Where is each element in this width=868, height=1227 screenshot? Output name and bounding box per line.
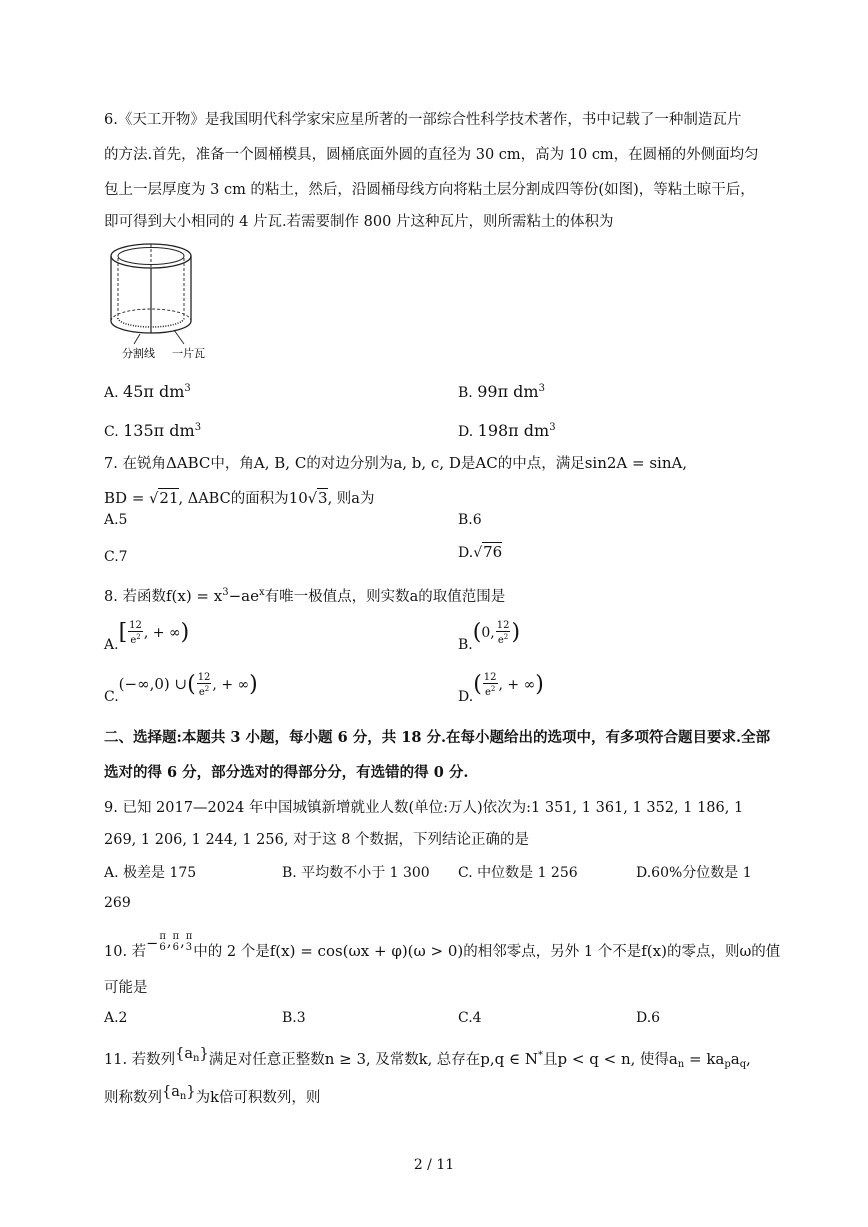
math-sub: p: [724, 1059, 731, 1070]
text: 的中点，满足: [497, 456, 585, 472]
math-zero: 0,: [481, 625, 495, 641]
text: , 则: [327, 491, 352, 507]
q9-option-a[interactable]: A. 极差是 175: [104, 865, 197, 881]
frac-num: π: [185, 931, 193, 942]
q9-option-d[interactable]: D.60%分位数是 1: [636, 865, 752, 881]
q6-option-d[interactable]: [458, 421, 556, 440]
q9-option-d-continuation: 269: [104, 895, 131, 911]
math-root: 21: [159, 489, 179, 507]
frac-num: 12: [197, 672, 211, 683]
math-inf: , + ∞: [212, 677, 250, 693]
text: 7. 在锐角: [104, 456, 166, 472]
q7-option-c[interactable]: C.7: [104, 549, 128, 565]
math-var: k: [210, 1090, 219, 1106]
frac-den-exp: 2: [490, 685, 496, 693]
frac-num: π: [172, 931, 180, 942]
text: 倍可积数列，则: [218, 1090, 321, 1106]
q10-option-d[interactable]: D.6: [636, 1010, 661, 1026]
option-value: 198π dm: [477, 421, 550, 440]
q11-line-1: [104, 1048, 751, 1070]
math-minus: −: [146, 936, 159, 952]
q6-option-b[interactable]: [458, 382, 545, 401]
option-value: 135π dm: [123, 421, 195, 440]
q8-option-c[interactable]: C.(−∞,0) ∪( $\frac{12}{e^2}$ , + ∞): [104, 672, 258, 705]
q6-line-3: 包上一层厚度为 3 cm 的粘土，然后，沿圆桶母线方向将粘土层分割成四等份(如图)，等粘土晾干后，: [104, 182, 755, 198]
math-omega: ω: [739, 944, 752, 960]
math-exponent: x: [259, 587, 265, 598]
math-set: p,q ∈ N: [480, 1050, 539, 1068]
text: 有唯一极值点，则实数: [264, 589, 410, 605]
q9-option-b[interactable]: B. 平均数不小于 1 300: [282, 865, 430, 881]
q8-stem: [104, 585, 505, 606]
q8-option-d[interactable]: D.( $\frac{12}{e^2}$ , + ∞): [458, 672, 544, 705]
math-var: a: [409, 589, 419, 605]
text: , 总存在: [427, 1052, 481, 1068]
q7-option-a[interactable]: A.5: [104, 512, 128, 528]
math-sides: a, b, c, D: [393, 454, 461, 472]
option-exponent: 3: [549, 422, 556, 433]
page-number: 2 / 11: [413, 1157, 455, 1173]
frac-den: e: [198, 687, 205, 698]
q7-option-d[interactable]: D.√76: [458, 543, 503, 561]
q9-line-1: 9. 已知 2017—2024 年中国城镇新增就业人数(单位:万人)依次为:1 351, 1 361, 1 352, 1 186, 1: [104, 800, 744, 816]
q9-option-c[interactable]: C. 中位数是 1 256: [458, 865, 578, 881]
section-2-line-2: 选对的得 6 分，部分选对的得部分分，有选错的得 0 分.: [104, 764, 469, 781]
frac-den: e: [497, 635, 504, 646]
math-exponent: 3: [222, 587, 229, 598]
text: 则称数列: [104, 1090, 162, 1106]
text: 中的 2 个是: [193, 944, 270, 960]
section-2-line-1: 二、选择题:本题共 3 小题，每小题 6 分，共 18 分.在每小题给出的选项中，有多项符合题目要求.全部: [104, 729, 771, 746]
option-letter: A.: [104, 385, 119, 401]
math-triangle: ΔABC: [165, 454, 211, 472]
cylinder-figure: [104, 238, 224, 363]
text: 8. 若函数: [104, 589, 166, 605]
q6-option-c[interactable]: [104, 421, 201, 440]
math-func: −ae: [228, 587, 259, 605]
frac-den: 6: [159, 942, 166, 953]
math-root: 76: [483, 543, 503, 561]
text: 的零点，则: [666, 944, 740, 960]
frac-num: 12: [483, 672, 497, 683]
text: 的值: [751, 944, 781, 960]
option-letter: D.: [458, 424, 474, 440]
math-inf: , + ∞: [143, 625, 181, 641]
text: 为: [195, 1090, 211, 1106]
frac-den: e: [130, 635, 137, 646]
math-seq: {a: [162, 1084, 180, 1100]
math-seq: }: [199, 1046, 209, 1062]
text: 的相邻零点，另外 1 个不是: [463, 944, 642, 960]
math-cond: n ≥ 3: [324, 1050, 367, 1068]
text: 且: [543, 1052, 558, 1068]
math-a: a: [668, 1050, 678, 1068]
text: 的对边分别为: [306, 456, 394, 472]
option-letter: A.: [104, 637, 119, 653]
q9-line-2: 269, 1 206, 1 244, 1 256, 对于这 8 个数据，下列结论正确的是: [104, 832, 530, 848]
label-split-line: 分割线: [122, 347, 155, 360]
math-sub: n: [677, 1059, 685, 1070]
math-fx: f(x): [641, 942, 667, 960]
math-interval: (−∞,0) ∪: [118, 675, 188, 693]
option-exponent: 3: [184, 383, 191, 394]
text: , 使得: [630, 1052, 669, 1068]
text: 为: [359, 491, 375, 507]
option-exponent: 3: [538, 383, 545, 394]
q7-line-1: [104, 452, 687, 473]
q10-line-1: 10. 若− π 6 , π 6 , π 3 中的 2 个是f(x) = cos(ωx + φ)(ω > 0)的相邻零点，另外 1 个不是f(x)的零点，则ω的值: [104, 931, 781, 960]
option-value: 45π dm: [123, 382, 185, 401]
math-equation: sin2A = sinA: [584, 454, 683, 472]
frac-den-exp: 2: [204, 685, 210, 693]
text: 的面积为: [230, 491, 289, 507]
math-sub: n: [179, 1091, 187, 1102]
label-one-tile: 一片瓦: [172, 347, 205, 360]
text: 是: [460, 456, 476, 472]
option-letter: B.: [458, 385, 473, 401]
q7-option-b[interactable]: B.6: [458, 512, 482, 528]
text: 中，角: [210, 456, 254, 472]
math-triangle: , ΔABC: [178, 491, 231, 507]
math-var: k: [418, 1052, 428, 1068]
option-letter: C.: [104, 689, 119, 705]
math-func: f(x) = x: [165, 587, 223, 605]
q10-option-c[interactable]: C.4: [458, 1010, 482, 1026]
math-func: f(x) = cos(ωx + φ)(ω > 0): [269, 942, 464, 960]
q11-line-2: [104, 1086, 320, 1108]
text: ,: [746, 1052, 751, 1068]
q6-option-a[interactable]: [104, 382, 191, 401]
math-inf: , + ∞: [498, 677, 536, 693]
q10-line-2: 可能是: [104, 980, 148, 996]
math-coef: 10: [288, 489, 308, 507]
option-letter: D.: [458, 545, 474, 561]
math-sub: n: [193, 1053, 200, 1064]
math-seq: }: [186, 1084, 196, 1100]
math-var: a: [351, 491, 360, 507]
math-ac: AC: [475, 454, 498, 472]
math-star: *: [538, 1050, 544, 1061]
math-sub: q: [739, 1059, 747, 1070]
option-value: 99π dm: [477, 382, 539, 401]
option-letter: D.: [458, 689, 474, 705]
leader-right: [174, 330, 184, 344]
math-root: 3: [318, 489, 328, 507]
frac-den-exp: 2: [503, 633, 509, 641]
q8-option-b[interactable]: B.(0, $\frac{12}{e^2}$ ): [458, 620, 521, 653]
text: 11. 若数列: [104, 1052, 176, 1068]
frac-num: 12: [496, 620, 510, 631]
text: 10. 若: [104, 944, 147, 960]
frac-den: e: [484, 687, 491, 698]
frac-num: 12: [129, 620, 142, 631]
q6-line-1: 6.《天工开物》是我国明代科学家宋应星所著的一部综合性科学技术著作，书中记载了一种制造瓦片: [104, 112, 742, 128]
math-seq: {a: [175, 1046, 194, 1062]
frac-den-exp: 2: [136, 633, 141, 641]
frac-num: π: [159, 931, 166, 942]
option-letter: C.: [104, 424, 119, 440]
leader-left: [134, 334, 140, 344]
math-bd: BD =: [104, 489, 150, 507]
text: 的取值范围是: [418, 589, 506, 605]
option-letter: B.: [458, 637, 473, 653]
q7-line-2: BD = √21, ΔABC的面积为10√3, 则a为: [104, 489, 375, 507]
q10-option-b[interactable]: B.3: [282, 1010, 306, 1026]
q10-option-a[interactable]: A.2: [104, 1010, 128, 1026]
text: 满足对任意正整数: [208, 1052, 325, 1068]
math-a: a: [730, 1050, 740, 1068]
frac-den: 6: [172, 942, 179, 953]
math-ineq: p < q < n: [557, 1050, 631, 1068]
math-angles: A, B, C: [253, 454, 307, 472]
q8-option-a[interactable]: A.[ $\frac{12}{e^2}$ , + ∞): [104, 620, 190, 653]
frac-den: 3: [185, 942, 193, 953]
q6-line-4: 即可得到大小相同的 4 片瓦.若需要制作 800 片这种瓦片，则所需粘土的体积为: [104, 214, 614, 230]
q6-line-2: 的方法.首先，准备一个圆桶模具，圆桶底面外圆的直径为 30 cm，高为 10 cm，在圆桶的外侧面均匀: [104, 147, 759, 163]
option-exponent: 3: [194, 422, 202, 433]
text: ,: [682, 456, 687, 472]
math-eq: = ka: [684, 1050, 725, 1068]
text: , 及常数: [366, 1052, 419, 1068]
